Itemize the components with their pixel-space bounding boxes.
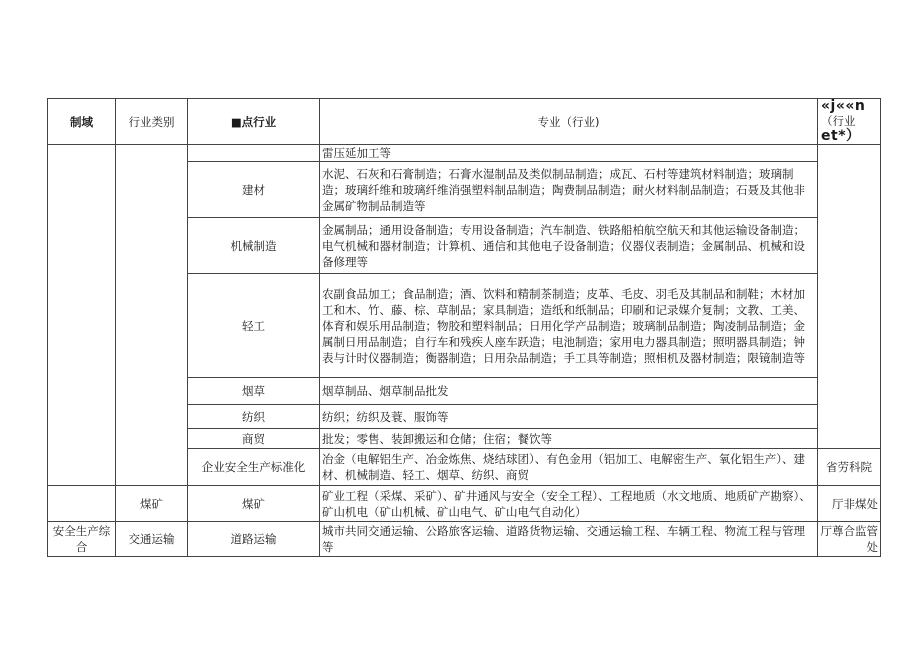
domain-cell: 安全生产综合 [48,522,116,557]
key-industry-cell: 道路运输 [188,522,320,557]
category-cell: 交通运输 [116,522,188,557]
key-industry-cell: 机械制造 [188,218,320,274]
specialty-cell: 农副食品加工；食品制造；酒、饮料和精制茶制造；皮革、毛皮、羽毛及其制品和制鞋；木材加工和木、竹、藤、棕、草制品；家具制造；造纸和纸制品；印刷和记录媒介复制；文教、工美、体育和娱乐用品制造；物胶和塑料制品；日用化学产品制造；玻璃制品制造；陶凌制品制造；金属制日用品制造；自行车和残疾人座车跃造；电池制造；家用电力器具制造；照明器具制造；钟表与计时仪器制造；衡器制造；日用杂品制造；手工具等制造；照相机及器材制造；限镜制造等 [320,274,818,378]
specialty-cell: 纺织；纺织及蓑、服饰等 [320,405,818,429]
department-cell: 厅尊合监管处 [818,522,881,557]
table-row [48,522,881,557]
category-cell: 煤矿 [116,486,188,522]
domain-cell [48,486,116,522]
table-row [48,145,881,162]
specialty-cell: 城市共同交通运输、公路旅客运输、道路货物运输、交通运输工程、车辆工程、物流工程与管理等 [320,522,818,557]
header-specialty: 专业（行业) [320,99,818,145]
key-industry-cell [188,145,320,162]
category-cell [116,145,188,486]
specialty-cell: 金属制品；通用设备制造；专用设备制造；汽车制造、铁路船柏航空航天和其他运输设备制造；电气机械和器材制造；计算机、通信和其他电子设备制造；仪器仪表制造；金属制品、机械和设备修理等 [320,218,818,274]
key-industry-cell: 烟草 [188,378,320,405]
specialty-cell: 批发；零售、装卸搬运和仓储；住宿；餐饮等 [320,429,818,449]
header-department-note: （行业 [821,114,856,128]
header-category: 行业类别 [116,99,188,145]
domain-cell [48,145,116,486]
specialty-cell: 冶金（电解铝生产、冶金炼焦、烧结球团）、有色金用（铝加工、电解密生产、氧化铝生产）、建材、机械制造、轻工、烟草、纺织、商贸 [320,449,818,486]
department-cell: 厅非煤处 [818,486,881,522]
key-industry-cell: 煤矿 [188,486,320,522]
header-department [818,99,881,145]
key-industry-cell: 纺织 [188,405,320,429]
department-cell [818,145,881,449]
header-domain: 制域 [48,99,116,145]
key-industry-cell: 企业安全生产标准化 [188,449,320,486]
department-cell: 省劳科院 [818,449,881,486]
specialty-cell: 水泥、石灰和石膏制造；石膏水湿制品及类似制品制造；成瓦、石村等建筑材料制造；玻璃制造；玻璃纤维和玻璃纤维消强塑料制品制造；陶费制品制造；耐火材料制品制造；石聂及其他非金属矿物制品制造等 [320,162,818,218]
industry-table [47,98,881,557]
specialty-cell: 烟草制品、烟草制品批发 [320,378,818,405]
header-department-line2: et*） [821,128,861,144]
header-department-line1: «j««n [821,98,866,114]
key-industry-cell: 商贸 [188,429,320,449]
specialty-cell: 矿业工程（采煤、采矿）、矿井通风与安全（安全工程）、工程地质（水文地质、地质矿产勘察）、矿山机电（矿山机械、矿山电气、矿山电气自动化） [320,486,818,522]
table-header-row [48,99,881,145]
table-row [48,486,881,522]
key-industry-cell: 轻工 [188,274,320,378]
header-key-industry: ■点行业 [188,99,320,145]
specialty-cell: 雷压延加工等 [320,145,818,162]
key-industry-cell: 建材 [188,162,320,218]
